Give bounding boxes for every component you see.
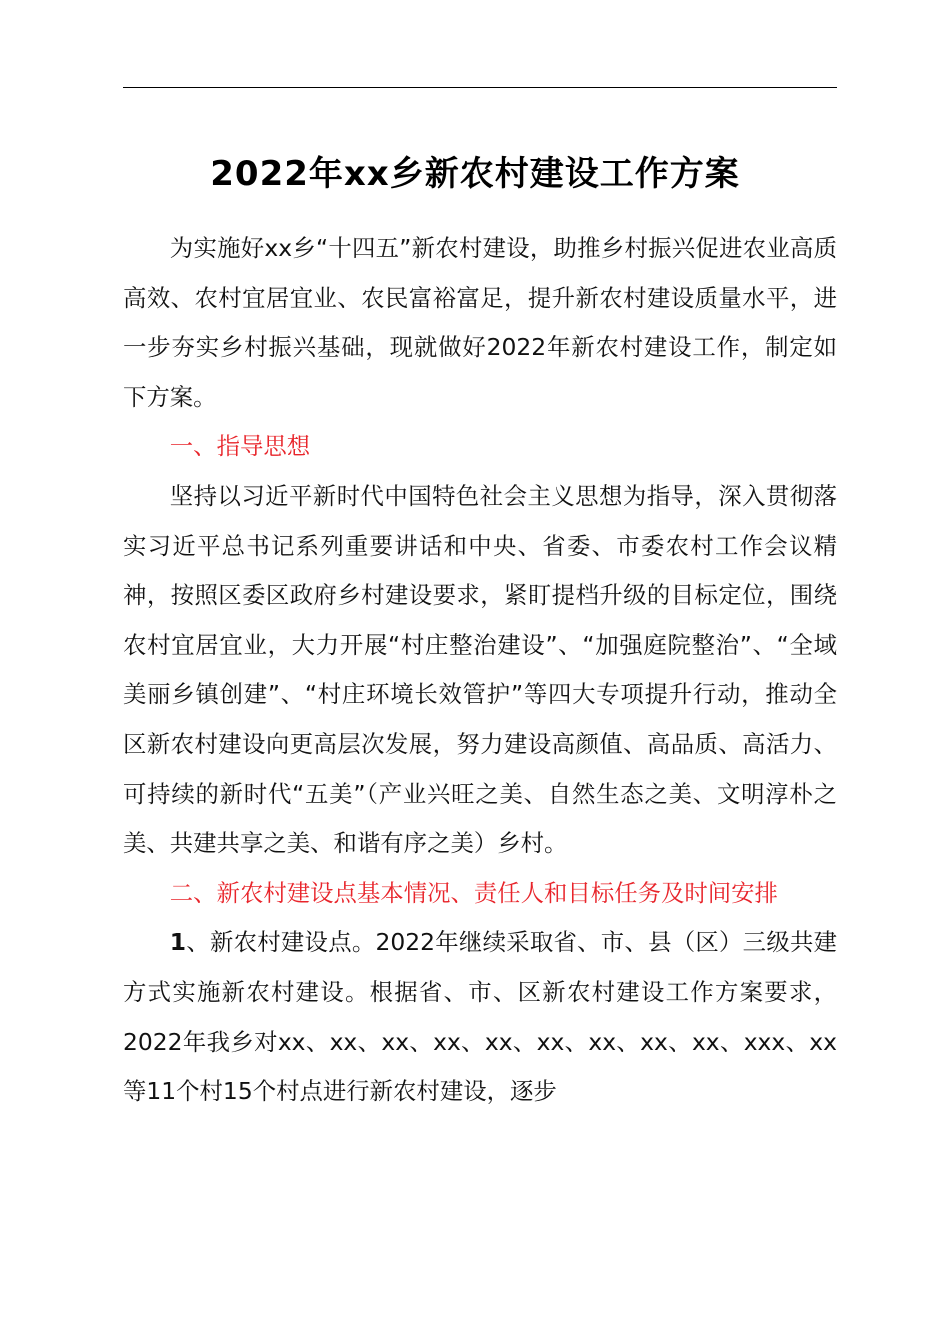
document-body [123,224,837,1117]
item-1-number: 1 [169,928,187,957]
section-heading-guiding-ideology: 一、指导思想 [169,432,311,461]
header-rule [123,87,837,88]
document-title: 2022年xx乡新农村建设工作方案 [210,154,740,194]
intro-paragraph: 为实施好xx乡“十四五”新农村建设，助推乡村振兴促进农业高质高效、农村宜居宜业、农民富裕富足，提升新农村建设质量水平，进一步夯实乡村振兴基础，现就做好2022年新农村建设工作，制定如下方案。 [123,234,837,411]
item-1-text: 、新农村建设点。2022年继续采取省、市、县（区）三级共建方式实施新农村建设。根据省、市、区新农村建设工作方案要求，2022年我乡对xx、xx、xx、xx、xx、xx、xx、xx、xx、xxx、xx等11个村15个村点进行新农村建设，逐步 [123,928,837,1106]
guiding-ideology-paragraph: 坚持以习近平新时代中国特色社会主义思想为指导，深入贯彻落实习近平总书记系列重要讲话和中央、省委、市委农村工作会议精神，按照区委区政府乡村建设要求，紧盯提档升级的目标定位，围绕农村宜居宜业，大力开展“村庄整治建设”、“加强庭院整治”、“全域美丽乡镇创建”、“村庄环境长效管护”等四大专项提升行动，推动全区新农村建设向更高层次发展，努力建设高颜值、高品质、高活力、可持续的新时代“五美”（产业兴旺之美、自然生态之美、文明淳朴之美、共建共享之美、和谐有序之美）乡村。 [123,481,837,858]
item-1-paragraph [123,918,837,1116]
section-heading-construction-points: 二、新农村建设点基本情况、责任人和目标任务及时间安排 [169,878,778,907]
